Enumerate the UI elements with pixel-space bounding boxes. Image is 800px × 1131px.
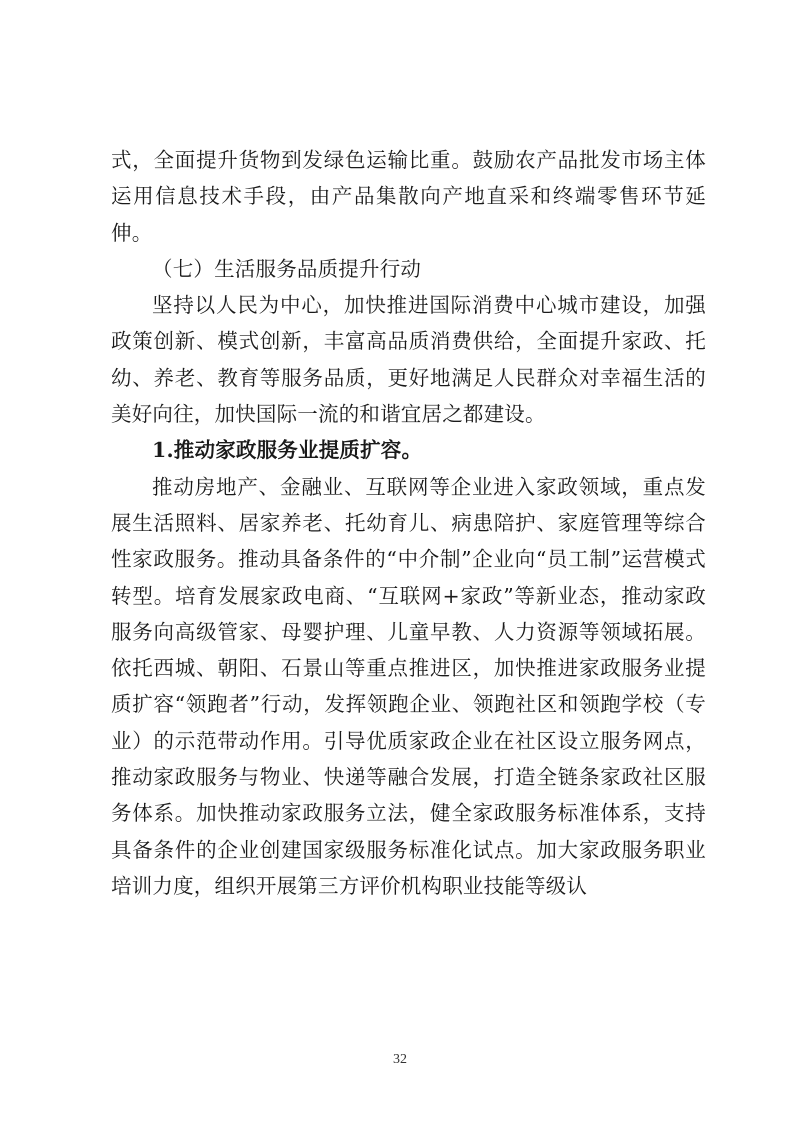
paragraph-consumption-center: 坚持以人民为中心，加快推进国际消费中心城市建设，加强政策创新、模式创新，丰富高品质消费供给，全面提升家政、托幼、养老、教育等服务品质，更好地满足人民群众对幸福生活的美好向往，加快国际一流的和谐宜居之都建设。 <box>111 293 706 427</box>
subheading-domestic-service: 1.推动家政服务业提质扩容。 <box>152 438 423 463</box>
page-number: 32 <box>393 1052 407 1067</box>
section-heading-seven: （七）生活服务品质提升行动 <box>152 256 422 281</box>
paragraph-domestic-service: 推动房地产、金融业、互联网等企业进入家政领域，重点发展生活照料、居家养老、托幼育儿、病患陪护、家庭管理等综合性家政服务。推动具备条件的“中介制”企业向“员工制”运营模式转型。培育发展家政电商、“互联网+家政”等新业态，推动家政服务向高级管家、母婴护理、儿童早教、人力资源等领域拓展。依托西城、朝阳、石景山等重点推进区，加快推进家政服务业提质扩容“领跑者”行动，发挥领跑企业、领跑社区和领跑学校（专业）的示范带动作用。引导优质家政企业在社区设立服务网点，推动家政服务与物业、快递等融合发展，打造全链条家政社区服务体系。加快推动家政服务立法，健全家政服务标准体系，支持具备条件的企业创建国家级服务标准化试点。加大家政服务职业培训力度，组织开展第三方评价机构职业技能等级认 <box>111 474 706 898</box>
page-content <box>111 142 706 904</box>
paragraph-continuation: 式，全面提升货物到发绿色运输比重。鼓励农产品批发市场主体运用信息技术手段，由产品集散向产地直采和终端零售环节延伸。 <box>111 148 706 245</box>
